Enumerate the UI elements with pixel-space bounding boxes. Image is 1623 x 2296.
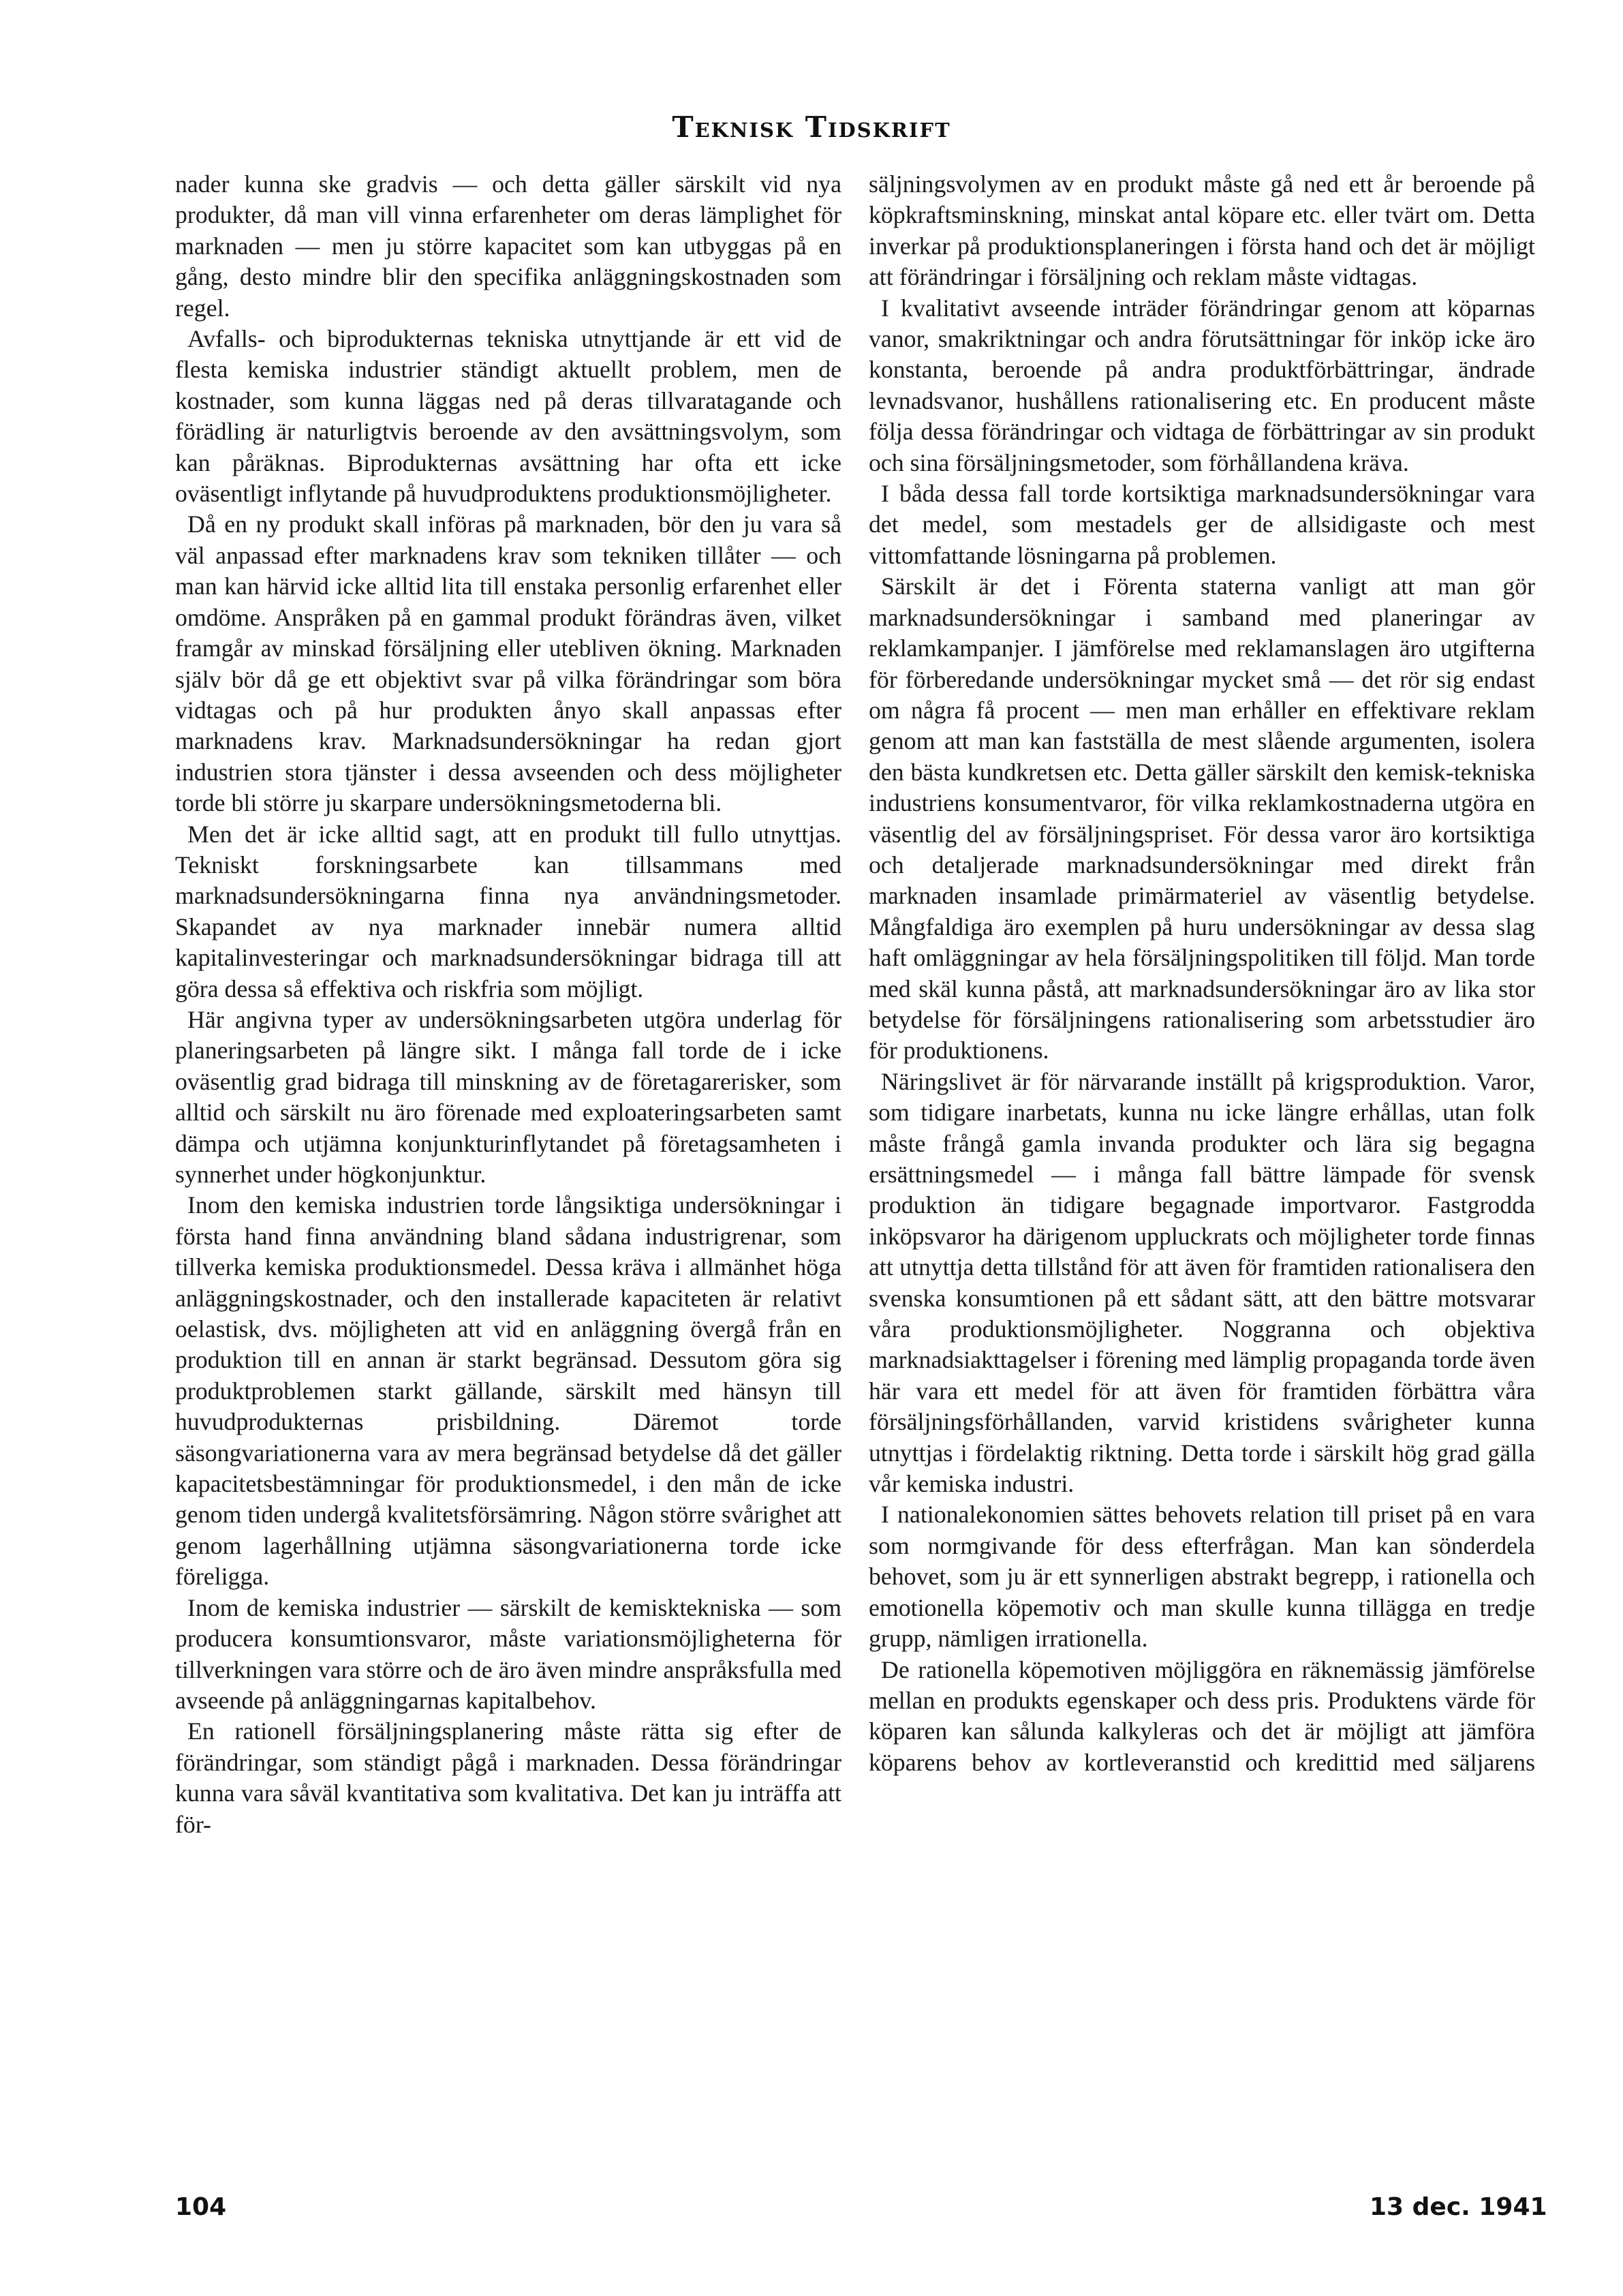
paragraph: Här angivna typer av undersökningsarbeten utgöra underlag för planeringsarbeten på längre sikt. I många fall torde de i icke oväsentlig grad bidraga till minskning av de företagarerisker, som alltid och särskilt nu äro förenade med exploateringsarbeten samt dämpa och utjämna konjunkturinflytandet på företagsamheten i synnerhet under högkonjunktur. [175,1005,841,1188]
paragraph: säljningsvolymen av en produkt måste gå ned ett år beroende på köpkraftsminskning, minskat antal köpare etc. eller tvärt om. Detta inverkar på produktionsplaneringen i första hand och det är möjligt att förändringar i försäljning och reklam måste vidtagas. [869,170,1535,291]
paragraph: nader kunna ske gradvis — och detta gäller särskilt vid nya produkter, då man vill vinna erfarenheter om deras lämplighet för marknaden — men ju större kapacitet som kan utbyggas på en gång, desto mindre blir den specifika anläggningskostnaden som regel. [175,170,841,322]
journal-title: Teknisk Tidskrift [672,110,951,144]
paragraph: Men det är icke alltid sagt, att en produkt till fullo utnyttjas. Tekniskt forskningsarbete kan tillsammans med marknadsundersökningarna finna nya användningsmetoder. Skapandet av nya marknader innebär numera alltid kapitalinvesteringar och marknadsundersökningar bidraga till att göra dessa så effektiva och riskfria som möjligt. [175,820,841,1002]
paragraph: Då en ny produkt skall införas på marknaden, bör den ju vara så väl anpassad efter marknadens krav som tekniken tillåter — och man kan härvid icke alltid lita till enstaka personlig erfarenhet eller omdöme. Anspråken på en gammal produkt förändras även, vilket framgår av minskad försäljning eller utebliven ökning. Marknaden själv bör då ge ett objektivt svar på vilka förändringar som böra vidtagas och på hur produkten ånyo skall anpassas efter marknadens krav. Marknadsundersökningar ha redan gjort industrien stora tjänster i dessa avseenden och dess möjligheter torde bli större ju skarpare undersökningsmetoderna bli. [175,510,841,817]
paragraph: Näringslivet är för närvarande inställt på krigsproduktion. Varor, som tidigare inarbetats, kunna nu icke längre erhållas, utan folk måste frångå gamla invanda produkter och lära sig begagna ersättningsmedel — i många fall bättre lämpade för svensk produktion än tidigare begagnade importvaror. Fastgrodda inköpsvaror ha därigenom uppluckrats och möjligheter torde finnas att utnyttja detta tillstånd för att även för framtiden rationalisera den svenska konsumtionen på ett sådant sätt, att den bättre motsvarar våra produktionsmöjligheter. Noggranna och objektiva marknadsiakttagelser i förening med lämplig propaganda torde även här vara ett medel för att även för framtiden förbättra våra försäljningsförhållanden, varvid kristidens svårigheter kunna utnyttjas i fördelaktig riktning. Detta torde i särskilt hög grad gälla vår kemiska industri. [869,1067,1535,1498]
paragraph: Inom den kemiska industrien torde långsiktiga undersökningar i första hand finna användning bland sådana industrigrenar, som tillverka kemiska produktionsmedel. Dessa kräva i allmänhet höga anläggningskostnader, och den installerade kapaciteten är relativt oelastisk, dvs. möjligheten att vid en anläggning övergå från en produktion till en annan är starkt begränsad. Dessutom göra sig produktproblemen starkt gällande, särskilt med hänsyn till huvudprodukternas prisbildning. Däremot torde säsongvariationerna vara av mera begränsad betydelse då det gäller kapacitetsbestämningar för produktionsmedel, i den mån de icke genom tiden undergå kvalitetsförsämring. Någon större svårighet att genom lagerhållning utjämna säsongvariationerna torde icke föreligga. [175,1191,841,1591]
text-column-left [175,169,841,1840]
page-number: 104 [175,2193,227,2221]
paragraph: I båda dessa fall torde kortsiktiga marknadsundersökningar vara det medel, som mestadels ger de allsidigaste och mest vittomfattande lösningarna på problemen. [869,480,1535,569]
issue-date: 13 dec. 1941 [1370,2193,1547,2221]
paragraph: De rationella köpemotiven möjliggöra en räknemässig jämförelse mellan en produkts egenskaper och dess pris. Produktens värde för köparen kan sålunda kalkyleras och det är möjligt att jämföra köparens behov av kortleveranstid och kredittid med säljarens [869,1655,1535,1776]
paragraph: Särskilt är det i Förenta staterna vanligt att man gör marknadsundersökningar i samband med planeringar av reklamkampanjer. I jämförelse med reklamanslagen äro utgifterna för förberedande undersökningar mycket små — det rör sig endast om några få procent — men man erhåller en effektivare reklam genom att man kan fastställa de mest slående argumenten, isolera den bästa kundkretsen etc. Detta gäller särskilt den kemisk-tekniska industriens konsumentvaror, för vilka reklamkostnaderna utgöra en väsentlig del av försäljningspriset. För dessa varor äro kortsiktiga och detaljerade marknadsundersökningar med direkt från marknaden insamlade primärmateriel av väsentlig betydelse. Mångfaldiga äro exemplen på huru undersökningar av dessa slag haft omläggningar av hela försäljningspolitiken till följd. Man torde med skäl kunna påstå, att marknadsundersökningar äro av lika stor betydelse för försäljningens rationalisering som arbetsstudier äro för produktionens. [869,572,1535,1065]
paragraph: I nationalekonomien sättes behovets relation till priset på en vara som normgivande för dess efterfrågan. Man kan sönderdela behovet, som ju är ett synnerligen abstrakt begrepp, i rationella och emotionella köpemotiv och man skulle kunna tillägga en tredje grupp, nämligen irrationella. [869,1501,1535,1653]
paragraph: Inom de kemiska industrier — särskilt de kemisktekniska — som producera konsumtionsvaror, måste variationsmöjligheterna för tillverkningen vara större och de äro även mindre anspråksfulla med avseende på anläggningarnas kapitalbehov. [175,1593,841,1714]
text-column-right [869,169,1535,1778]
paragraph: I kvalitativt avseende inträder förändringar genom att köparnas vanor, smakriktningar och andra förutsättningar för inköp icke äro konstanta, beroende på andra produktförbättringar, ändrade levnadsvanor, hushållens rationalisering etc. En producent måste följa dessa förändringar och vidtaga de förbättringar av sin produkt och sina försäljningsmetoder, som förhållandena kräva. [869,294,1535,476]
paragraph: Avfalls- och biprodukternas tekniska utnyttjande är ett vid de flesta kemiska industrier ständigt aktuellt problem, men de kostnader, som kunna läggas ned på deras tillvaratagande och förädling är naturligtvis beroende av den avsättningsvolym, som kan påräknas. Biprodukternas avsättning har ofta ett icke oväsentligt inflytande på huvudproduktens produktionsmöjligheter. [175,325,841,508]
paragraph: En rationell försäljningsplanering måste rätta sig efter de förändringar, som ständigt pågå i marknaden. Dessa förändringar kunna vara såväl kvantitativa som kvalitativa. Det kan ju inträffa att för- [175,1717,841,1838]
